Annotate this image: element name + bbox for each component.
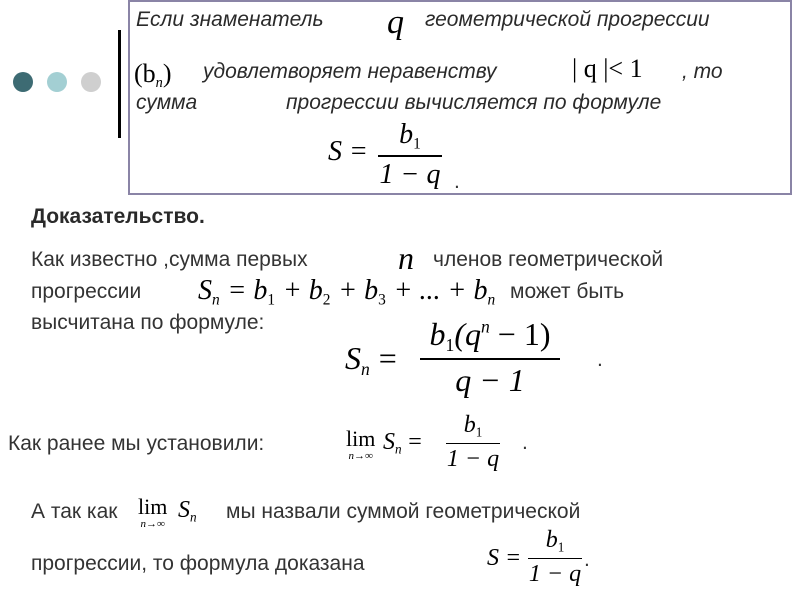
box-formula-num: b	[399, 119, 414, 150]
sum-S-sub: n	[212, 291, 220, 309]
proof-n-symbol: n	[398, 240, 414, 276]
limit-text: Как ранее мы установили:	[8, 432, 265, 455]
limit-fraction	[446, 412, 500, 473]
conclusion-formula-lhs: S =	[487, 545, 522, 571]
proof-p1-a: Как известно ,сумма первых	[31, 248, 308, 271]
box-formula-dot: .	[454, 170, 460, 193]
sum-bn-sub: n	[487, 291, 496, 309]
box-line3-b: прогрессии вычисляется по формуле	[286, 91, 662, 114]
seq-open: (b	[134, 59, 156, 88]
f2-num-rest: (q	[454, 316, 481, 352]
proof-p2-b: может быть	[510, 280, 625, 303]
sum-b2-sub: 2	[322, 291, 331, 309]
f2-num-b-sub: 1	[445, 335, 455, 356]
limit-lim-sub: n→∞	[348, 450, 373, 462]
fraction-bar	[378, 155, 442, 157]
f2-eq: =	[378, 340, 397, 376]
limit-S-sub: n	[395, 441, 402, 457]
box-line3-a: сумма	[136, 91, 198, 114]
formula2-dot: .	[597, 348, 603, 371]
formula2-lhs	[345, 340, 397, 380]
f2-num-exp: n	[480, 316, 490, 337]
box-q-symbol: q	[387, 4, 404, 41]
fraction-bar	[446, 443, 500, 445]
conclusion-num: b	[545, 527, 558, 553]
decor-dot-1	[13, 72, 33, 92]
box-formula-fraction	[378, 119, 442, 191]
conclusion-den: 1 − q	[528, 561, 582, 588]
limit-operator	[346, 428, 375, 462]
limit-den: 1 − q	[446, 446, 500, 473]
proof-p3: высчитана по формуле:	[31, 311, 265, 334]
seq-sub: n	[155, 75, 163, 91]
sum-b3: + b	[338, 275, 379, 306]
conclusion-lim: lim	[138, 494, 168, 519]
limit-num: b	[463, 412, 476, 438]
box-line2-b: , то	[682, 60, 723, 83]
fraction-bar	[528, 558, 582, 560]
sum-b2: + b	[282, 275, 323, 306]
sum-b3-sub: 3	[378, 291, 386, 309]
limit-dot: .	[522, 431, 528, 454]
fraction-bar	[420, 358, 560, 360]
decor-vertical-rule	[118, 30, 121, 138]
conclusion-S-sub: n	[190, 509, 197, 525]
f2-num-end: − 1)	[489, 316, 551, 352]
decor-dot-2	[47, 72, 67, 92]
formula2-fraction	[420, 316, 560, 399]
conclusion-Sn	[178, 496, 197, 526]
box-line1-b: геометрической прогрессии	[425, 8, 710, 31]
box-sequence	[134, 58, 172, 92]
box-formula-den: 1 − q	[379, 158, 441, 190]
f2-S: S	[345, 340, 361, 376]
box-inequality: | q |< 1	[572, 54, 643, 83]
conclusion-lim-sub: n→∞	[140, 518, 165, 530]
limit-Sn	[383, 428, 422, 458]
seq-close: )	[162, 59, 172, 88]
proof-sum-expression	[198, 274, 495, 309]
conclusion-num-sub: 1	[557, 539, 565, 555]
limit-eq: =	[408, 429, 422, 455]
conclusion-c: прогрессии, то формула доказана	[31, 552, 365, 575]
proof-p2-a: прогрессии	[31, 280, 142, 303]
conclusion-b: мы назвали суммой геометрической	[226, 500, 581, 523]
f2-den: q − 1	[455, 361, 525, 398]
conclusion-lim-operator	[138, 496, 167, 530]
box-formula-lhs: S =	[328, 136, 368, 167]
f2-num-b: b	[429, 316, 446, 352]
decor-dot-3	[81, 72, 101, 92]
conclusion-fraction	[528, 527, 582, 588]
conclusion-dot: .	[584, 548, 590, 571]
limit-lim: lim	[346, 426, 376, 451]
sum-bn: + ... + b	[393, 275, 488, 306]
sum-b1-sub: 1	[267, 291, 276, 309]
limit-num-sub: 1	[475, 424, 483, 440]
conclusion-a: А так как	[31, 500, 118, 523]
sum-b1: = b	[227, 275, 268, 306]
box-line2-a: удовлетворяет неравенству	[203, 60, 497, 83]
proof-heading: Доказательство.	[31, 205, 205, 228]
f2-S-sub: n	[361, 359, 370, 380]
conclusion-S: S	[178, 497, 190, 523]
proof-p1-b: членов геометрической	[433, 248, 664, 271]
box-line1-a: Если знаменатель	[136, 8, 324, 31]
box-formula-num-sub: 1	[413, 135, 421, 153]
limit-S: S	[383, 429, 395, 455]
sum-S: S	[198, 275, 212, 306]
